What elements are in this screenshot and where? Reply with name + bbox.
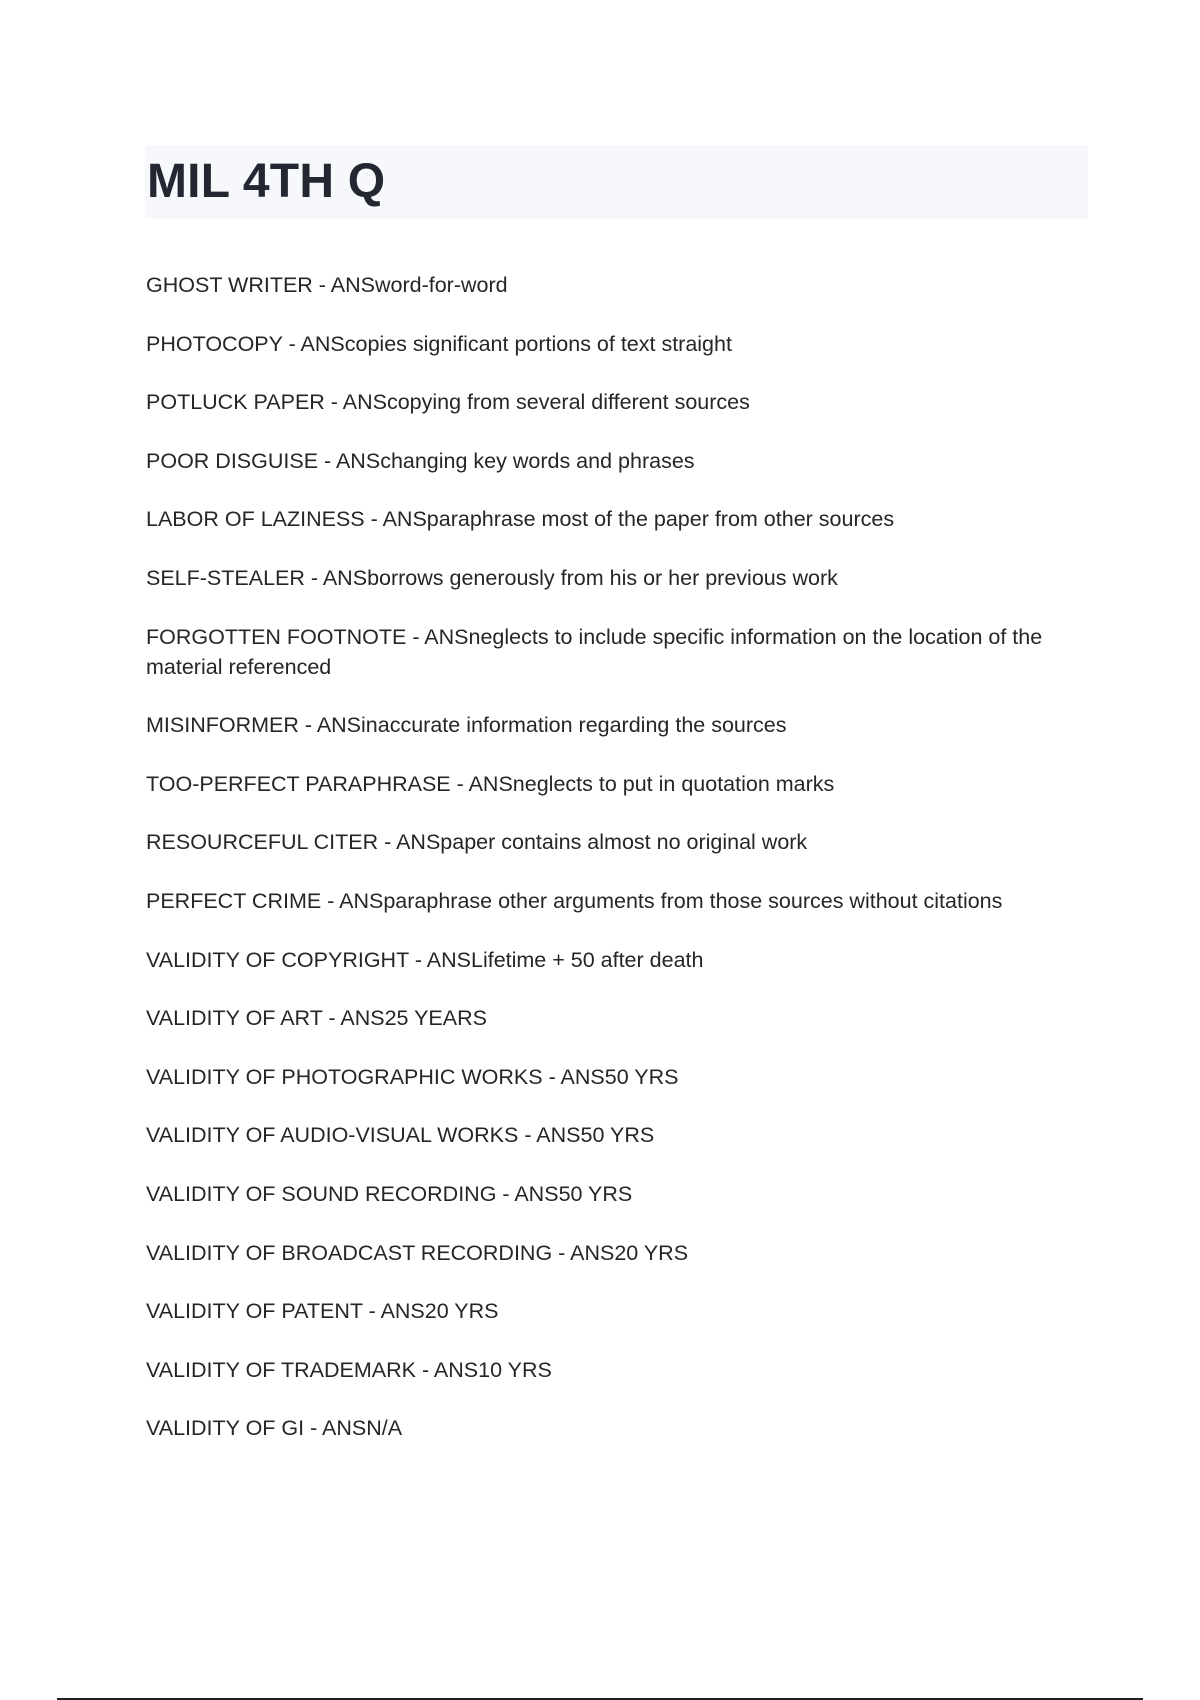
qa-term: VALIDITY OF GI <box>146 1416 305 1441</box>
qa-answer-prefix: ANS <box>330 273 375 297</box>
qa-answer-prefix: ANS <box>342 390 387 415</box>
qa-list <box>146 270 1076 1472</box>
qa-separator: - <box>362 1299 381 1324</box>
qa-item <box>146 827 1076 857</box>
qa-term: VALIDITY OF PATENT <box>146 1299 363 1324</box>
qa-item <box>146 329 1076 359</box>
qa-answer: 50 YRS <box>580 1123 655 1148</box>
qa-answer-prefix: ANS <box>339 888 384 913</box>
qa-answer: copying from several different sources <box>386 390 750 415</box>
title-banner <box>145 145 1088 219</box>
qa-answer-prefix: ANS <box>300 331 345 356</box>
qa-item <box>146 710 1076 740</box>
qa-answer-prefix: ANS <box>424 624 469 649</box>
qa-answer-prefix: ANS <box>433 1357 479 1382</box>
qa-separator: - <box>322 1006 341 1031</box>
qa-term: VALIDITY OF AUDIO-VISUAL WORKS <box>146 1123 519 1148</box>
qa-separator: - <box>321 888 340 913</box>
qa-answer: 10 YRS <box>478 1357 552 1382</box>
qa-separator: - <box>324 390 343 415</box>
qa-answer: paraphrase other arguments from those sources without citations <box>383 888 1003 913</box>
qa-answer-prefix: ANS <box>335 448 381 473</box>
qa-answer-prefix: ANS <box>426 947 471 972</box>
qa-answer: paper contains almost no original work <box>440 830 808 855</box>
qa-separator: - <box>378 830 397 855</box>
qa-separator: - <box>408 947 427 972</box>
qa-term: FORGOTTEN FOOTNOTE <box>146 624 407 649</box>
qa-separator: - <box>318 448 336 473</box>
qa-answer-prefix: ANS <box>396 830 441 855</box>
qa-answer: inaccurate information regarding the sources <box>361 713 787 738</box>
qa-term: PERFECT CRIME <box>146 888 322 913</box>
qa-separator: - <box>304 565 323 590</box>
qa-answer-prefix: ANS <box>322 565 368 590</box>
qa-answer-prefix: ANS <box>380 1299 425 1324</box>
qa-term: VALIDITY OF SOUND RECORDING <box>146 1181 497 1206</box>
qa-answer: 20 YRS <box>424 1299 499 1324</box>
qa-term: SELF-STEALER <box>146 565 305 590</box>
qa-answer: word-for-word <box>374 273 508 297</box>
qa-term: VALIDITY OF PHOTOGRAPHIC WORKS <box>146 1064 543 1089</box>
qa-answer-prefix: ANS <box>570 1240 615 1265</box>
qa-item <box>146 1003 1076 1033</box>
qa-term: POOR DISGUISE <box>146 448 319 473</box>
qa-separator: - <box>542 1064 561 1089</box>
qa-separator: - <box>416 1357 434 1382</box>
qa-item <box>146 945 1076 975</box>
qa-answer-prefix: ANS <box>322 1416 367 1441</box>
qa-term: RESOURCEFUL CITER <box>146 830 379 855</box>
qa-answer: neglects to put in quotation marks <box>512 771 835 796</box>
qa-item <box>146 1238 1076 1268</box>
qa-term: GHOST WRITER <box>146 273 313 297</box>
qa-term: VALIDITY OF COPYRIGHT <box>146 947 409 972</box>
qa-term: VALIDITY OF BROADCAST RECORDING <box>146 1240 553 1265</box>
qa-answer: copies significant portions of text straight <box>344 331 732 356</box>
qa-term: VALIDITY OF ART <box>146 1006 323 1031</box>
qa-item <box>146 504 1076 534</box>
qa-separator: - <box>406 624 425 649</box>
qa-answer-prefix: ANS <box>340 1006 385 1031</box>
qa-answer-prefix: ANS <box>536 1123 581 1148</box>
qa-separator: - <box>450 771 469 796</box>
qa-answer: 50 YRS <box>558 1181 633 1206</box>
qa-answer: borrows generously from his or her previous work <box>367 565 838 590</box>
qa-item <box>146 1062 1076 1092</box>
qa-answer: N/A <box>366 1416 403 1441</box>
qa-separator: - <box>282 331 301 356</box>
qa-item <box>146 622 1076 682</box>
qa-answer: 20 YRS <box>614 1240 689 1265</box>
qa-separator: - <box>552 1240 571 1265</box>
qa-answer: 25 YEARS <box>384 1006 487 1031</box>
qa-item <box>146 270 1076 300</box>
qa-item <box>146 769 1076 799</box>
qa-item <box>146 886 1076 916</box>
qa-answer-prefix: ANS <box>560 1064 605 1089</box>
qa-term: POTLUCK PAPER <box>146 390 325 415</box>
qa-answer: Lifetime + 50 after death <box>470 947 704 972</box>
qa-answer-prefix: ANS <box>382 507 427 532</box>
qa-term: VALIDITY OF TRADEMARK <box>146 1357 416 1382</box>
qa-answer: neglects to include specific information on the location of the material referenced <box>146 624 1043 679</box>
footer-divider <box>57 1698 1143 1700</box>
qa-item <box>146 387 1076 417</box>
qa-answer-prefix: ANS <box>316 713 362 738</box>
qa-answer: 50 YRS <box>604 1064 679 1089</box>
qa-item <box>146 1296 1076 1326</box>
qa-item <box>146 446 1076 476</box>
qa-answer: changing key words and phrases <box>380 448 695 473</box>
qa-answer-prefix: ANS <box>514 1181 559 1206</box>
qa-term: LABOR OF LAZINESS <box>146 507 365 532</box>
qa-term: TOO-PERFECT PARAPHRASE <box>146 771 451 796</box>
qa-separator: - <box>518 1123 537 1148</box>
qa-answer: paraphrase most of the paper from other sources <box>426 507 895 532</box>
qa-item <box>146 563 1076 593</box>
qa-separator: - <box>312 273 331 297</box>
qa-separator: - <box>304 1416 323 1441</box>
qa-item <box>146 1120 1076 1150</box>
qa-separator: - <box>496 1181 515 1206</box>
qa-item <box>146 1413 1076 1443</box>
qa-term: MISINFORMER <box>146 713 299 738</box>
qa-item <box>146 1179 1076 1209</box>
qa-item <box>146 1355 1076 1385</box>
page-title: MIL 4TH Q <box>147 155 386 208</box>
qa-separator: - <box>364 507 383 532</box>
qa-separator: - <box>298 713 317 738</box>
qa-answer-prefix: ANS <box>468 771 513 796</box>
qa-term: PHOTOCOPY <box>146 331 283 356</box>
